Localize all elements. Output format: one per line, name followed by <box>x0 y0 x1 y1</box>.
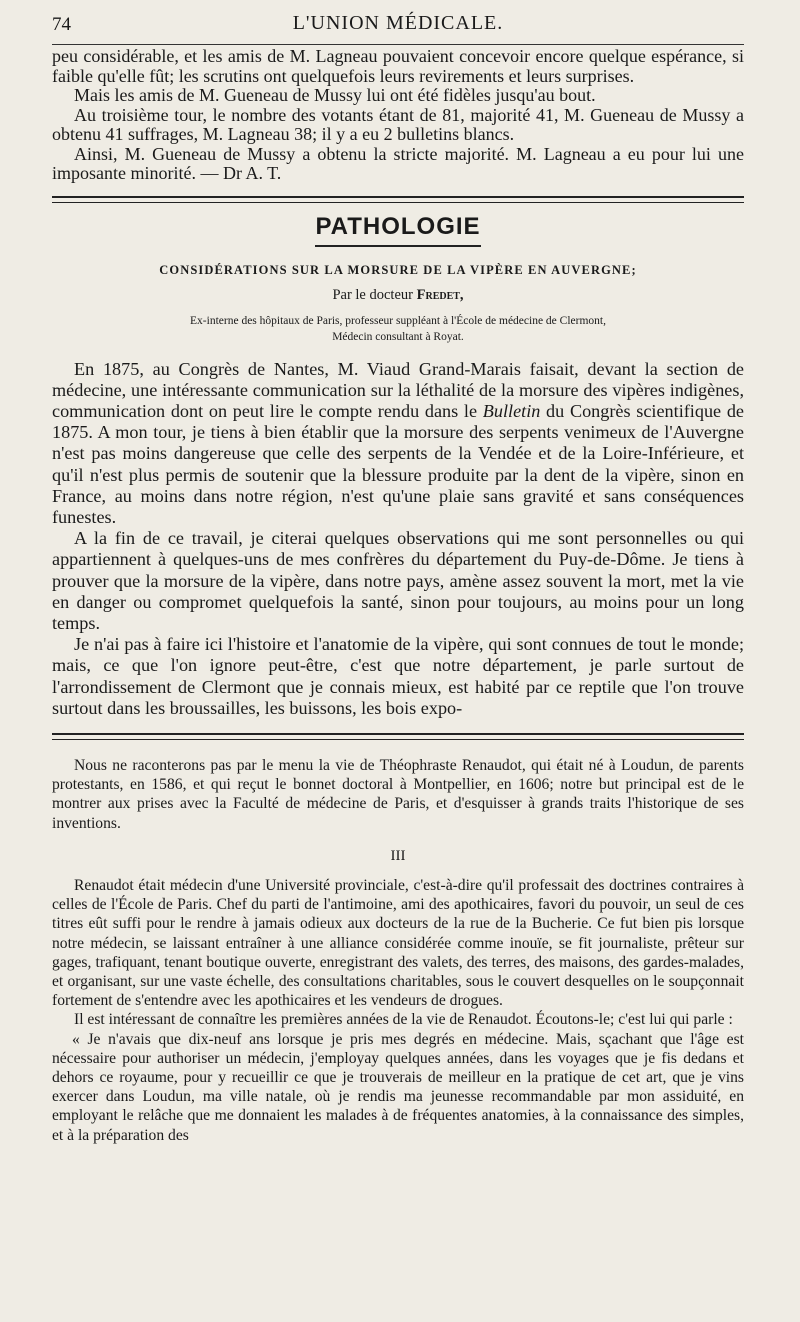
byline <box>52 287 744 304</box>
author-name: Fredet, <box>416 286 464 303</box>
intro-paragraph: Ainsi, M. Gueneau de Mussy a obtenu la stricte majorité. M. Lagneau a eu pour lui une imposante minorité. — Dr A. T. <box>52 143 744 183</box>
intro-section <box>52 34 744 184</box>
feuilleton-divider <box>52 733 744 740</box>
author-affiliation <box>52 313 744 345</box>
section-title: PATHOLOGIE <box>315 213 480 247</box>
italic-title: Bulletin <box>482 400 541 421</box>
feuilleton-paragraph: Nous ne raconterons pas par le menu la vie de Théophraste Renaudot, qui était né à Loudun, de parents protestants, en 1586, et qui reçut le bonnet doctoral à Montpellier, en 1606; notre but principal est de le montrer aux prises avec la Faculté de médecine de Paris, et d'esquisser à grands traits l'historique de ses inventions. <box>52 756 744 832</box>
affiliation-line: Ex-interne des hôpitaux de Paris, professeur suppléant à l'École de médecine de Clermont, <box>190 314 606 327</box>
byline-prefix: Par le docteur <box>332 286 417 303</box>
paragraph-text: En 1875, au Congrès de Nantes, M. Viaud Grand-Marais faisait, devant la section de médecine, une intéressante communication sur la léthalité de la morsure des vipères indigènes, communication dont on peut lire le compte rendu dans le <box>52 358 744 421</box>
running-head <box>52 0 744 34</box>
feuilleton-section <box>52 756 744 1145</box>
section-divider <box>52 196 744 203</box>
intro-paragraph: peu considérable, et les amis de M. Lagneau pouvaient concevoir encore quelque espérance, si faible qu'elle fût; les scrutins ont quelquefois leurs revirements et leurs surprises. <box>52 46 744 86</box>
article-paragraph: Je n'ai pas à faire ici l'histoire et l'anatomie de la vipère, qui sont connues de tout le monde; mais, ce que l'on ignore peut-être, c'est que notre département, je parle surtout de l'arrondissement de Clermont que je connais mieux, est habité par ce reptile que l'on trouve surtout dans les broussailles, les buissons, les bois expo- <box>52 634 744 718</box>
header-rule <box>52 44 744 45</box>
article-paragraph: A la fin de ce travail, je citerai quelques observations qui me sont personnelles ou qui appartiennent à quelques-uns de mes confrères du département du Puy-de-Dôme. Je tiens à prouver que la morsure de la vipère, dans notre pays, amène assez souvent la mort, met la vie en danger ou compromet quelquefois la santé, sinon pour toujours, au moins pour un long temps. <box>52 528 744 633</box>
feuilleton-paragraph: Renaudot était médecin d'une Université provinciale, c'est-à-dire qu'il professait des doctrines contraires à celles de l'École de Paris. Chef du parti de l'antimoine, ami des apothicaires, favori du pouvoir, un seul de ces titres eût suffi pour le rendre à jamais odieux aux docteurs de la rue de la Bucherie. Ce fut bien pis lorsque notre médecin, se laissant entraîner à une alliance considérée comme inouïe, se fit journaliste, prêteur sur gages, trafiquant, tenant boutique ouverte, enregistrant des valets, des terres, des maisons, des gardes-malades, et organisant, sur une vaste échelle, des consultations charitables, sous le couvert desquelles on le soupçonnait fortement de s'entendre avec les apothicaires et les vendeurs de drogues. <box>52 876 744 1010</box>
article-paragraph <box>52 359 744 529</box>
intro-paragraph: Mais les amis de M. Gueneau de Mussy lui ont été fidèles jusqu'au bout. <box>74 85 596 105</box>
paragraph-text: du Congrès scientifique de 1875. A mon tour, je tiens à bien établir que la morsure des serpents venimeux de l'Auvergne n'est pas moins dangereuse que celle des serpents de la Vendée et de la Loire-Inférieure, et qu'il n'est plus permis de soutenir que la blessure produite par la dent de la vipère, sinon en France, au moins dans notre région, n'est qu'une plaie sans gravité et sans conséquences funestes. <box>52 400 744 527</box>
article-body <box>52 359 744 719</box>
feuilleton-paragraph: Il est intéressant de connaître les premières années de la vie de Renaudot. Écoutons-le; c'est lui qui parle : <box>74 1011 733 1029</box>
section-heading <box>52 213 744 247</box>
feuilleton-quote: « Je n'avais que dix-neuf ans lorsque je pris mes degrés en médecine. Mais, sçachant que l'âge est nécessaire pour authoriser un médecin, j'employay quelques années, dans les voyages que je fis dedans et dehors ce royaume, pour y recueillir ce que je trouverais de meilleur en la pratique de cet art, que je vins exercer dans Loudun, ma ville natale, où je rendis ma jeunesse recommandable par mon assiduité, en employant le relâche que me donnaient les malades à de fréquentes anatomies, à la connaissance des simples, et à la préparation des <box>52 1030 744 1144</box>
journal-title: L'UNION MÉDICALE. <box>292 12 504 34</box>
affiliation-line: Médecin consultant à Royat. <box>332 330 464 343</box>
page-number: 74 <box>52 14 71 35</box>
article-title: CONSIDÉRATIONS SUR LA MORSURE DE LA VIPÈRE EN AUVERGNE; <box>159 262 637 277</box>
section-number: III <box>390 847 406 864</box>
intro-paragraph: Au troisième tour, le nombre des votants étant de 81, majorité 41, M. Gueneau de Mussy a obtenu 41 suffrages, M. Lagneau 38; il y a eu 2 bulletins blancs. <box>52 104 744 144</box>
